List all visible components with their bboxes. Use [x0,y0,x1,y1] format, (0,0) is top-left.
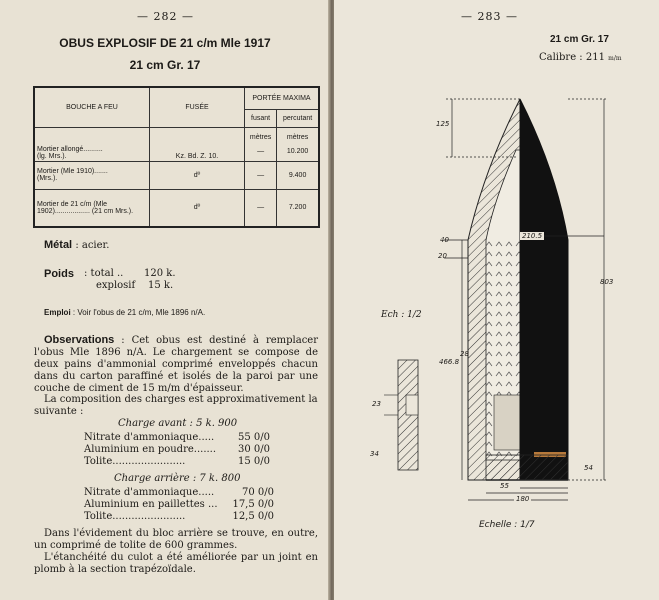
list-item: Aluminium en paillettes ... 17,5 0/0 [84,499,274,510]
table-cell: mètres — [245,127,277,161]
list-item: Aluminium en poudre....... 30 0/0 [84,444,270,455]
page-number-right: — 283 — [461,10,518,23]
metal-line: Métal : acier. [44,239,110,251]
table-cell: 9.400 [277,161,319,189]
observations-paragraph: Observations : Cet obus est destiné à remplacer l'obus Mle 1896 n/A. Le chargement se compose de deux pains d'ammonial comprimé enveloppés chacun dans du carton paraffiné et isolés de la paroi par une couche de ciment de 15 m/m d'épaisseur. [34,334,318,394]
dim-label-55: 55 [500,482,509,490]
dim-label-54: 54 [584,464,593,472]
dim-label-20: 20 [438,252,447,260]
header-title: 21 cm Gr. 17 [550,34,609,45]
dim-label-28: 28 [460,350,469,358]
poids-block: Poids : total .. 120 k. explosif 15 k. [44,268,176,291]
calibre-line: Calibre : 211 m/m [539,52,622,63]
table-cell: — [245,161,277,189]
table-cell: dº [150,189,245,227]
col-header-fusee: FUSÉE [150,87,245,127]
dim-label-466-8: 466.8 [439,358,460,366]
table-cell: 7.200 [277,189,319,227]
page-subtitle: 21 cm Gr. 17 [129,58,201,72]
col-header-percutant: percutant [277,109,319,127]
table-cell: Mortier (Mle 1910)....... (Mrs.). [34,161,150,189]
composition-paragraph: La composition des charges est approximativement la suivante : [34,394,318,417]
charge-avant-title: Charge avant : 5 k. 900 [118,418,238,429]
base-detail-notch [406,395,418,415]
dim-label-34: 34 [370,450,379,458]
page-number-left: — 282 — [137,10,194,23]
right-page [334,0,659,600]
etancheite-paragraph: L'étanchéité du culot a été améliorée par un joint en plomb à la section trapézoïdale. [34,552,318,575]
col-header-bouche: BOUCHE A FEU [34,87,150,127]
table-cell: Kz. Bd. Z. 10. [150,127,245,161]
list-item: Nitrate d'ammoniaque..... 70 0/0 [84,487,274,498]
rear-cavity [494,395,520,450]
table-cell: dº [150,161,245,189]
charge-arriere-list [84,487,274,523]
list-item: Nitrate d'ammoniaque..... 55 0/0 [84,432,270,443]
col-header-portee: PORTÉE MAXIMA [245,87,320,109]
table-cell: mètres 10.200 [277,127,319,161]
dim-label-180: 180 [516,495,530,503]
dim-label-23: 23 [372,400,381,408]
charge-avant-list [84,432,270,468]
ech-label: Ech : 1/2 [381,310,422,320]
table-cell: — [245,189,277,227]
list-item: Tolite....................... 15 0/0 [84,456,270,467]
dim-label-125: 125 [436,120,450,128]
dim-label-40: 40 [440,236,449,244]
table-cell: Mortier allongé.......... (lg. Mrs.). [34,127,150,161]
shell-drawing [334,0,659,600]
fuse-range-table [33,86,320,228]
evidement-paragraph: Dans l'évidement du bloc arrière se trouve, en outre, un comprimé de tolite de 600 grammes. [34,528,318,551]
page-title: OBUS EXPLOSIF DE 21 c/m Mle 1917 [59,36,271,50]
shell-exterior [520,99,568,480]
table-cell: Mortier de 21 c/m (Mle 1902).................. (21 cm Mrs.). [34,189,150,227]
col-header-fusant: fusant [245,109,277,127]
list-item: Tolite....................... 12,5 0/0 [84,511,274,522]
echelle-label: Echelle : 1/7 [479,520,535,530]
shell-base [486,455,568,480]
charge-arriere-title: Charge arrière : 7 k. 800 [114,473,241,484]
emploi-line: Emploi : Voir l'obus de 21 c/m, Mle 1896 n/A. [44,308,206,317]
dim-label-210-5: 210.5 [522,232,543,240]
dim-label-803: 803 [600,278,614,286]
